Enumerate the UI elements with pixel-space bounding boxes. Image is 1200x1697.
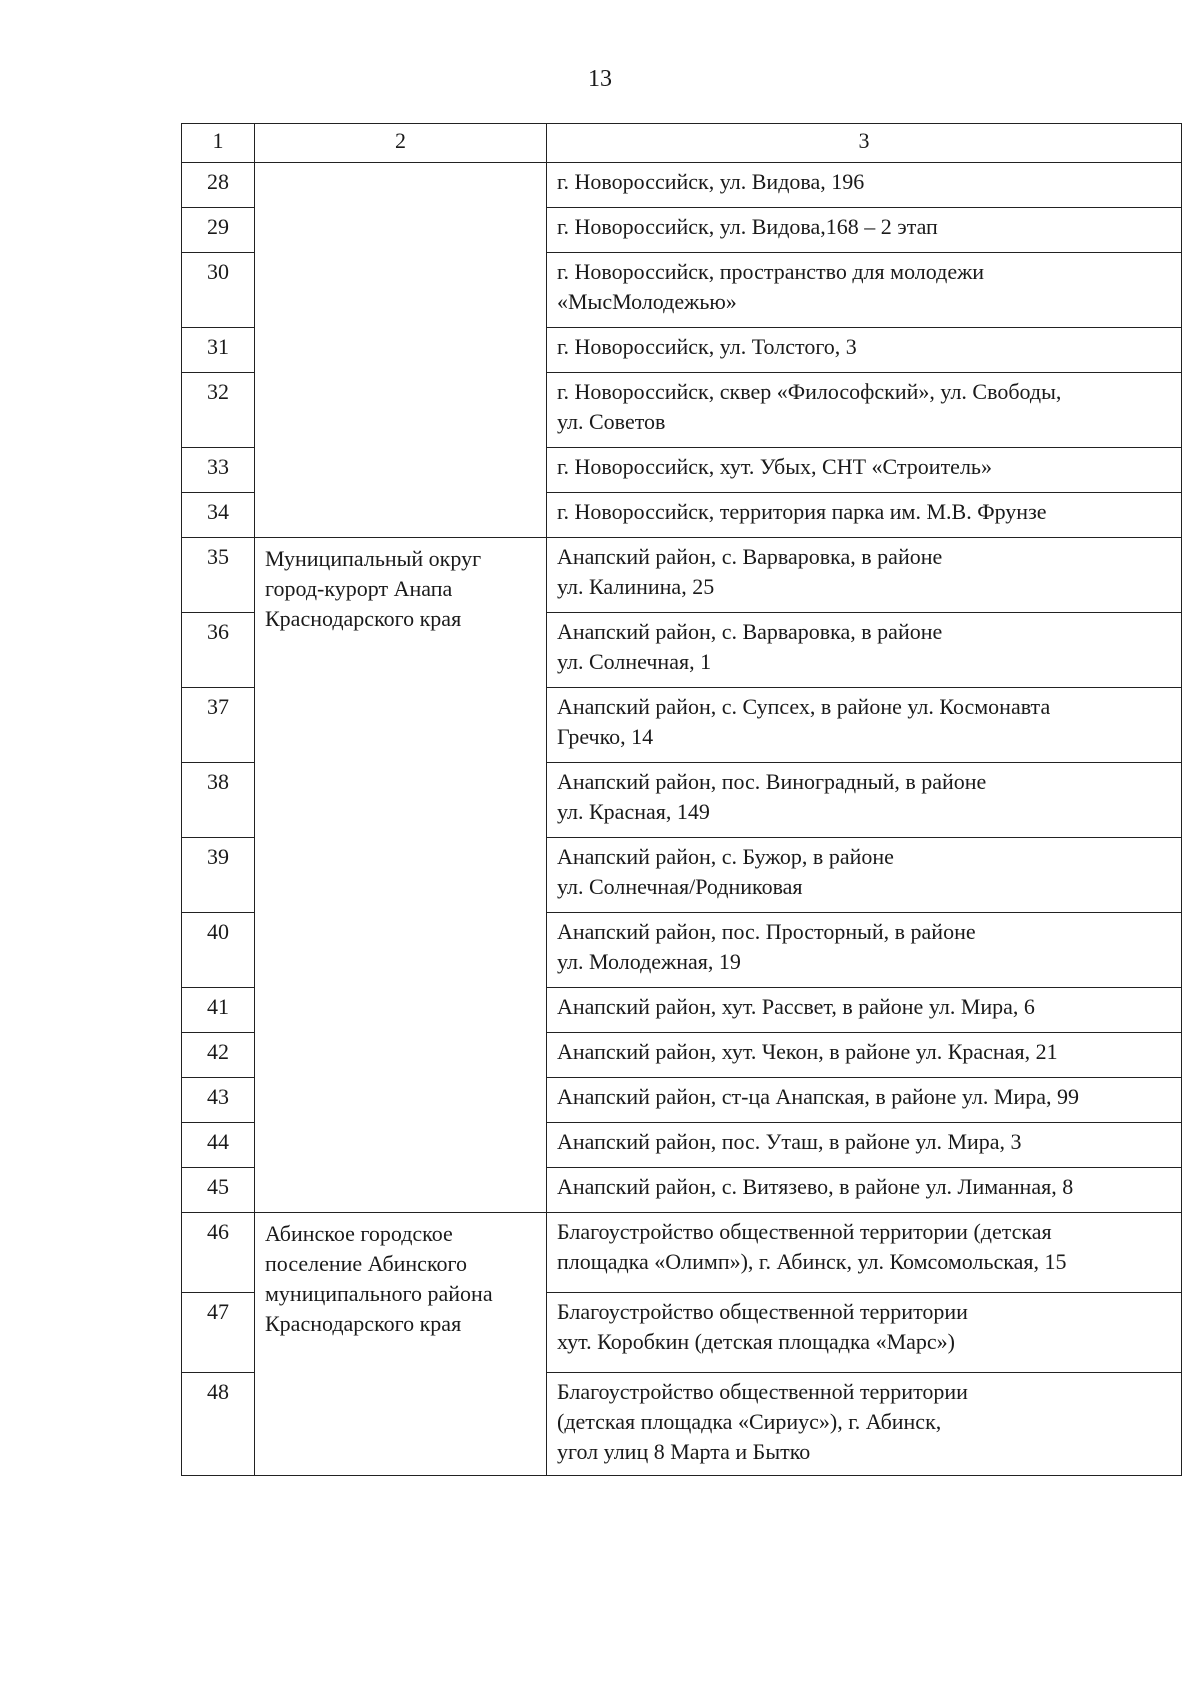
row-number: 47	[182, 1293, 255, 1373]
row-number: 45	[182, 1168, 255, 1213]
address-cell: г. Новороссийск, ул. Толстого, 3	[547, 328, 1182, 373]
row-number: 36	[182, 613, 255, 688]
address-cell: Анапский район, с. Варваровка, в районе ул. Калинина, 25	[547, 538, 1182, 613]
row-number: 30	[182, 253, 255, 328]
row-number: 43	[182, 1078, 255, 1123]
row-number: 31	[182, 328, 255, 373]
row-number: 35	[182, 538, 255, 613]
address-cell: г. Новороссийск, ул. Видова,168 – 2 этап	[547, 208, 1182, 253]
address-cell: Анапский район, с. Супсех, в районе ул. Космонавта Гречко, 14	[547, 688, 1182, 763]
row-number: 48	[182, 1373, 255, 1476]
table-row	[182, 538, 1182, 613]
row-number: 29	[182, 208, 255, 253]
address-cell: Анапский район, ст-ца Анапская, в районе ул. Мира, 99	[547, 1078, 1182, 1123]
column-header-3: 3	[547, 124, 1182, 163]
address-cell: г. Новороссийск, хут. Убых, СНТ «Строитель»	[547, 448, 1182, 493]
row-number: 39	[182, 838, 255, 913]
address-cell: Благоустройство общественной территории (детская площадка «Сириус»), г. Абинск, угол улиц 8 Марта и Бытко	[547, 1373, 1182, 1476]
row-number: 28	[182, 163, 255, 208]
address-cell: г. Новороссийск, ул. Видова, 196	[547, 163, 1182, 208]
municipality-cell: Муниципальный округ город-курорт Анапа Краснодарского края	[255, 538, 547, 1213]
row-number: 34	[182, 493, 255, 538]
address-cell: Анапский район, с. Витязево, в районе ул. Лиманная, 8	[547, 1168, 1182, 1213]
row-number: 37	[182, 688, 255, 763]
address-cell: Анапский район, пос. Уташ, в районе ул. Мира, 3	[547, 1123, 1182, 1168]
address-cell: Анапский район, пос. Виноградный, в районе ул. Красная, 149	[547, 763, 1182, 838]
table-row	[182, 163, 1182, 208]
address-cell: Анапский район, с. Бужор, в районе ул. Солнечная/Родниковая	[547, 838, 1182, 913]
row-number: 38	[182, 763, 255, 838]
row-number: 40	[182, 913, 255, 988]
column-header-2: 2	[255, 124, 547, 163]
addresses-table	[181, 123, 1182, 1476]
row-number: 42	[182, 1033, 255, 1078]
address-cell: г. Новороссийск, сквер «Философский», ул. Свободы, ул. Советов	[547, 373, 1182, 448]
address-cell: Благоустройство общественной территории (детская площадка «Олимп»), г. Абинск, ул. Комсомольская, 15	[547, 1213, 1182, 1293]
row-number: 32	[182, 373, 255, 448]
row-number: 46	[182, 1213, 255, 1293]
address-cell: Анапский район, хут. Чекон, в районе ул. Красная, 21	[547, 1033, 1182, 1078]
municipality-cell-empty	[255, 163, 547, 538]
table-header-row	[182, 124, 1182, 163]
row-number: 41	[182, 988, 255, 1033]
row-number: 44	[182, 1123, 255, 1168]
address-cell: г. Новороссийск, территория парка им. М.В. Фрунзе	[547, 493, 1182, 538]
address-cell: Анапский район, пос. Просторный, в районе ул. Молодежная, 19	[547, 913, 1182, 988]
municipality-cell: Абинское городское поселение Абинского муниципального района Краснодарского края	[255, 1213, 547, 1476]
address-cell: Анапский район, хут. Рассвет, в районе ул. Мира, 6	[547, 988, 1182, 1033]
table-row	[182, 1213, 1182, 1293]
address-cell: Анапский район, с. Варваровка, в районе ул. Солнечная, 1	[547, 613, 1182, 688]
address-cell: г. Новороссийск, пространство для молодежи «МысМолодежью»	[547, 253, 1182, 328]
address-cell: Благоустройство общественной территории хут. Коробкин (детская площадка «Марс»)	[547, 1293, 1182, 1373]
page-number: 13	[588, 66, 612, 92]
row-number: 33	[182, 448, 255, 493]
column-header-1: 1	[182, 124, 255, 163]
